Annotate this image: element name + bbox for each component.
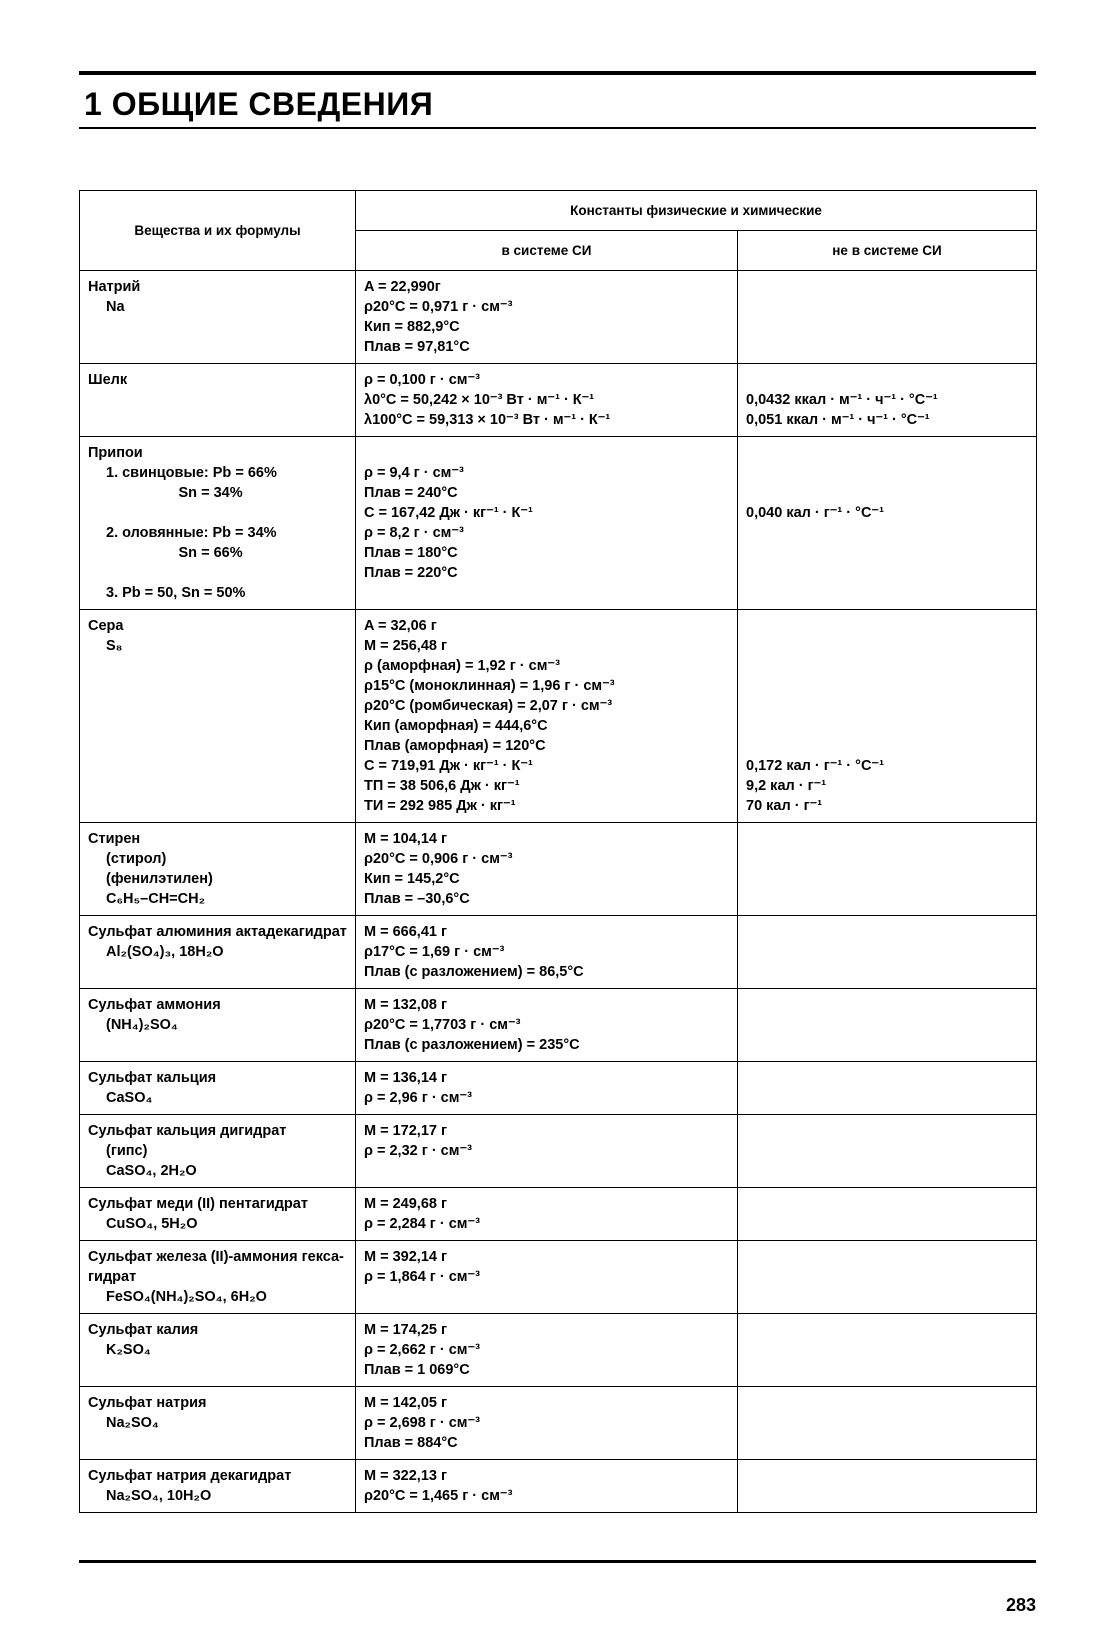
si-cell <box>356 1115 738 1188</box>
si-value: Плав = 1 069°С <box>364 1362 470 1378</box>
non-si-value <box>746 443 1028 463</box>
non-si-cell <box>738 1241 1037 1314</box>
substance-header: Вещества и их формулы <box>80 191 356 271</box>
si-value: M = 249,68 г <box>364 1196 448 1212</box>
non-si-cell <box>738 437 1037 610</box>
substance-name: Сульфат аммония <box>88 997 221 1013</box>
table-row <box>80 610 1037 823</box>
substance-formula: CuSO₄, 5H₂O <box>106 1216 198 1232</box>
non-si-cell <box>738 989 1037 1062</box>
non-si-cell <box>738 916 1037 989</box>
non-si-value <box>746 636 1028 656</box>
table-row <box>80 1387 1037 1460</box>
non-si-cell <box>738 1062 1037 1115</box>
substance-cell <box>80 271 356 364</box>
non-si-value: 9,2 кал · г⁻¹ <box>746 778 827 794</box>
si-value: Плав = 97,81°С <box>364 339 470 355</box>
substance-formula: Sn = 66% <box>106 545 243 561</box>
non-si-cell <box>738 1115 1037 1188</box>
si-value: Плав = 884°С <box>364 1435 458 1451</box>
non-si-value <box>746 463 1028 483</box>
substance-formula: K₂SO₄ <box>106 1342 151 1358</box>
si-value: ρ20°С = 0,906 г · см⁻³ <box>364 851 513 867</box>
si-cell <box>356 1062 738 1115</box>
substance-formula: 3. Pb = 50, Sn = 50% <box>106 585 246 601</box>
table-row <box>80 1115 1037 1188</box>
substance-cell <box>80 1460 356 1513</box>
substance-cell <box>80 437 356 610</box>
si-value: Кип (аморфная) = 444,6°С <box>364 718 548 734</box>
si-cell <box>356 1188 738 1241</box>
non-si-value <box>746 736 1028 756</box>
non-si-cell <box>738 271 1037 364</box>
si-value: ρ20°С = 1,7703 г · см⁻³ <box>364 1017 521 1033</box>
si-value: λ100°С = 59,313 × 10⁻³ Вт · м⁻¹ · К⁻¹ <box>364 412 611 428</box>
substance-formula: FeSO₄(NH₄)₂SO₄, 6H₂O <box>106 1289 267 1305</box>
si-value: Плав (с разложением) = 86,5°С <box>364 964 584 980</box>
si-value: M = 132,08 г <box>364 997 448 1013</box>
substance-formula: Na₂SO₄, 10H₂O <box>106 1488 212 1504</box>
si-value: ρ20°С = 1,465 г · см⁻³ <box>364 1488 513 1504</box>
non-si-cell <box>738 1460 1037 1513</box>
si-value: ρ = 2,662 г · см⁻³ <box>364 1342 481 1358</box>
si-value: M = 142,05 г <box>364 1395 448 1411</box>
substance-formula: Sn = 34% <box>106 485 243 501</box>
title-underline <box>79 127 1036 129</box>
substance-name: Сульфат натрия декагидрат <box>88 1468 292 1484</box>
page-number: 283 <box>1005 1595 1036 1615</box>
si-value: A = 32,06 г <box>364 618 437 634</box>
si-cell <box>356 610 738 823</box>
si-value: ρ20°С (ромбическая) = 2,07 г · см⁻³ <box>364 698 613 714</box>
substance-cell <box>80 1241 356 1314</box>
table-row <box>80 271 1037 364</box>
si-value: M = 256,48 г <box>364 638 448 654</box>
table-body <box>80 271 1037 1513</box>
non-si-cell <box>738 823 1037 916</box>
non-si-value <box>746 370 1028 390</box>
substance-cell <box>80 823 356 916</box>
table-row <box>80 916 1037 989</box>
substance-name: Припои <box>88 445 143 461</box>
substance-cell <box>80 364 356 437</box>
si-cell <box>356 364 738 437</box>
si-value: M = 322,13 г <box>364 1468 448 1484</box>
si-value: ρ20°С = 0,971 г · см⁻³ <box>364 299 513 315</box>
si-value: Кип = 145,2°С <box>364 871 460 887</box>
si-value: ρ = 2,96 г · см⁻³ <box>364 1090 472 1106</box>
si-value: ТП = 38 506,6 Дж · кг⁻¹ <box>364 778 520 794</box>
si-value: ρ17°С = 1,69 г · см⁻³ <box>364 944 505 960</box>
si-value <box>364 443 729 463</box>
substance-formula: C₆H₅–CH=CH₂ <box>106 891 206 907</box>
non-si-cell <box>738 1387 1037 1460</box>
si-value: ρ = 0,100 г · см⁻³ <box>364 372 481 388</box>
si-cell <box>356 916 738 989</box>
non-si-value <box>746 696 1028 716</box>
si-value: Плав = 220°С <box>364 565 458 581</box>
si-cell <box>356 1460 738 1513</box>
substance-name: Сульфат калия <box>88 1322 199 1338</box>
si-value: С = 167,42 Дж · кг⁻¹ · К⁻¹ <box>364 505 533 521</box>
non-si-value <box>746 656 1028 676</box>
substance-cell <box>80 1387 356 1460</box>
constants-group-header: Константы физические и химические <box>356 191 1037 231</box>
si-value: ρ = 8,2 г · см⁻³ <box>364 525 464 541</box>
si-value: M = 104,14 г <box>364 831 448 847</box>
non-si-value <box>746 483 1028 503</box>
substance-formula: Al₂(SO₄)₃, 18H₂O <box>106 944 224 960</box>
substance-formula: 1. свинцовые: Pb = 66% <box>106 465 277 481</box>
substance-formula: CaSO₄, 2H₂O <box>106 1163 197 1179</box>
substance-name: Сульфат кальция дигидрат <box>88 1123 287 1139</box>
non-si-value: 0,0432 ккал · м⁻¹ · ч⁻¹ · °С⁻¹ <box>746 392 938 408</box>
si-cell <box>356 823 738 916</box>
constants-table <box>79 190 1037 1513</box>
non-si-value: 0,051 ккал · м⁻¹ · ч⁻¹ · °С⁻¹ <box>746 412 930 428</box>
non-si-cell <box>738 1188 1037 1241</box>
substance-cell <box>80 916 356 989</box>
si-value: Плав = –30,6°С <box>364 891 470 907</box>
si-value: λ0°С = 50,242 × 10⁻³ Вт · м⁻¹ · К⁻¹ <box>364 392 595 408</box>
si-cell <box>356 1387 738 1460</box>
non-si-header: не в системе СИ <box>738 231 1037 271</box>
substance-name: Сульфат кальция <box>88 1070 217 1086</box>
si-cell <box>356 271 738 364</box>
si-header: в системе СИ <box>356 231 738 271</box>
si-value: M = 172,17 г <box>364 1123 448 1139</box>
si-value: ρ (аморфная) = 1,92 г · см⁻³ <box>364 658 560 674</box>
table-row <box>80 1241 1037 1314</box>
si-value: С = 719,91 Дж · кг⁻¹ · К⁻¹ <box>364 758 533 774</box>
si-value: ρ = 9,4 г · см⁻³ <box>364 465 464 481</box>
si-value: ρ15°С (моноклинная) = 1,96 г · см⁻³ <box>364 678 615 694</box>
substance-formula: (фенилэтилен) <box>106 871 213 887</box>
substance-cell <box>80 1188 356 1241</box>
table-row <box>80 364 1037 437</box>
substance-formula: Na <box>106 299 125 315</box>
si-value: M = 136,14 г <box>364 1070 448 1086</box>
substance-name: Сульфат алюминия актадекагидрат <box>88 924 347 940</box>
si-value: M = 174,25 г <box>364 1322 448 1338</box>
si-cell <box>356 1314 738 1387</box>
non-si-value: 0,172 кал · г⁻¹ · °С⁻¹ <box>746 758 884 774</box>
si-value: Кип = 882,9°С <box>364 319 460 335</box>
table-row <box>80 989 1037 1062</box>
non-si-cell <box>738 1314 1037 1387</box>
top-rule <box>79 71 1036 75</box>
table-row <box>80 437 1037 610</box>
substance-formula: (стирол) <box>106 851 167 867</box>
si-value: ρ = 2,284 г · см⁻³ <box>364 1216 481 1232</box>
substance-formula: Na₂SO₄ <box>106 1415 159 1431</box>
si-value: ρ = 2,698 г · см⁻³ <box>364 1415 481 1431</box>
substance-formula <box>88 503 347 523</box>
substance-formula: 2. оловянные: Pb = 34% <box>106 525 277 541</box>
si-value: M = 666,41 г <box>364 924 448 940</box>
non-si-value <box>746 716 1028 736</box>
table-row <box>80 1062 1037 1115</box>
si-value: ρ = 2,32 г · см⁻³ <box>364 1143 472 1159</box>
substance-name: Сульфат натрия <box>88 1395 207 1411</box>
substance-formula: (гипс) <box>106 1143 148 1159</box>
si-cell <box>356 989 738 1062</box>
non-si-cell <box>738 364 1037 437</box>
table-row <box>80 823 1037 916</box>
table-row <box>80 1188 1037 1241</box>
non-si-value: 70 кал · г⁻¹ <box>746 798 823 814</box>
substance-name: Сульфат железа (II)-аммония гекса- <box>88 1249 344 1265</box>
page-title: 1 ОБЩИЕ СВЕДЕНИЯ <box>84 86 434 122</box>
si-value: Плав (с разложением) = 235°С <box>364 1037 580 1053</box>
table-row <box>80 1314 1037 1387</box>
substance-name: Стирен <box>88 831 141 847</box>
si-value: Плав (аморфная) = 120°С <box>364 738 546 754</box>
non-si-value <box>746 616 1028 636</box>
substance-cell <box>80 989 356 1062</box>
non-si-value: 0,040 кал · г⁻¹ · °С⁻¹ <box>746 505 884 521</box>
substance-name: Шелк <box>88 372 128 388</box>
substance-formula: CaSO₄ <box>106 1090 153 1106</box>
substance-formula: S₈ <box>106 638 123 654</box>
table-row <box>80 1460 1037 1513</box>
substance-cell <box>80 610 356 823</box>
substance-formula: (NH₄)₂SO₄ <box>106 1017 178 1033</box>
si-value: A = 22,990г <box>364 279 441 295</box>
substance-formula <box>88 563 347 583</box>
si-value: M = 392,14 г <box>364 1249 448 1265</box>
si-cell <box>356 437 738 610</box>
substance-cell <box>80 1115 356 1188</box>
substance-name: Сульфат меди (II) пентагидрат <box>88 1196 308 1212</box>
si-cell <box>356 1241 738 1314</box>
non-si-value <box>746 676 1028 696</box>
non-si-cell <box>738 610 1037 823</box>
si-value: Плав = 240°С <box>364 485 458 501</box>
bottom-rule <box>79 1560 1036 1563</box>
substance-cell <box>80 1314 356 1387</box>
substance-name: Натрий <box>88 279 141 295</box>
si-value: Плав = 180°С <box>364 545 458 561</box>
substance-cell <box>80 1062 356 1115</box>
substance-name: гидрат <box>88 1269 137 1285</box>
si-value: ТИ = 292 985 Дж · кг⁻¹ <box>364 798 516 814</box>
si-value: ρ = 1,864 г · см⁻³ <box>364 1269 481 1285</box>
substance-name: Сера <box>88 618 124 634</box>
